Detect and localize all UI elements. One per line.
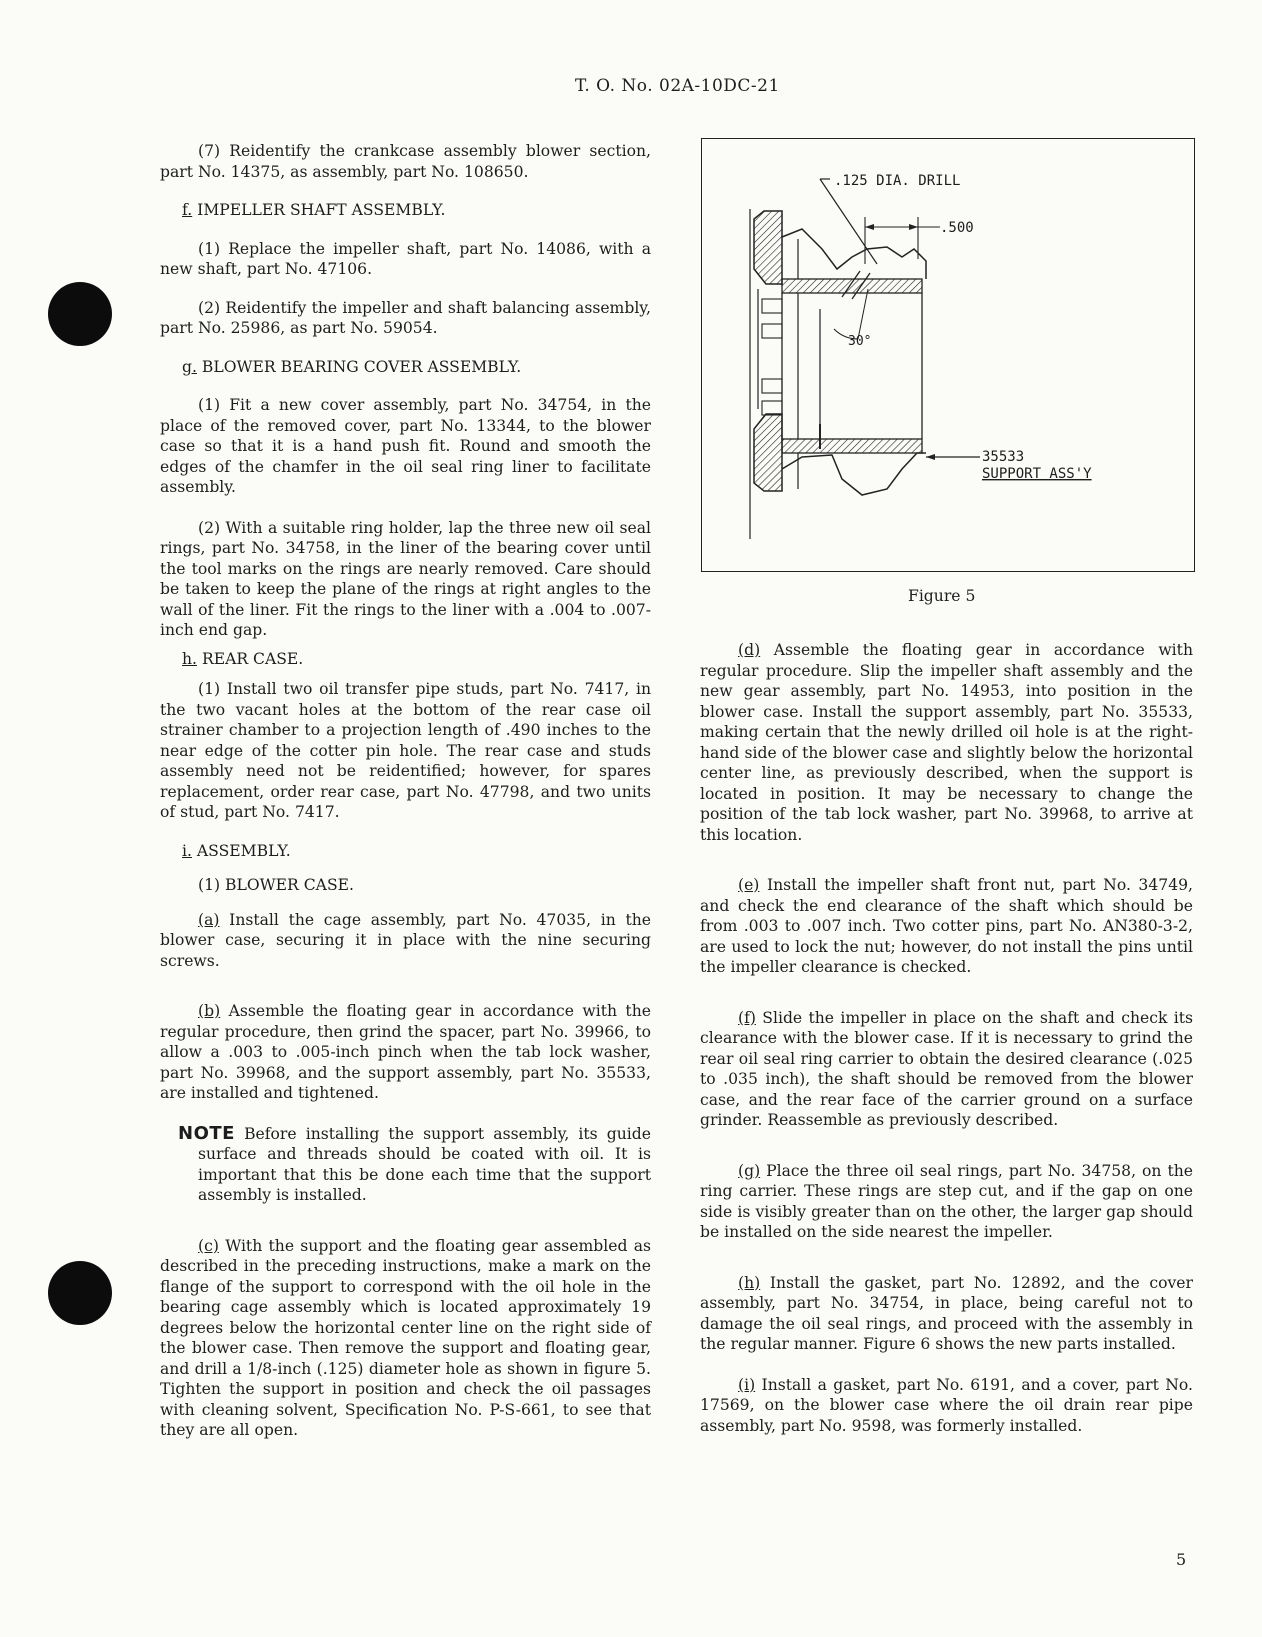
paragraph-g1: (1) Fit a new cover assembly, part No. 34754, in the place of the removed cover, part No. 13344, to the blower case so that it is a hand push fit. Round and smooth the edges of the chamfer in the oil seal ring liner to facilitate assembly. — [160, 396, 651, 496]
paragraph-b — [160, 1001, 651, 1104]
section-h-letter: h. — [182, 649, 197, 668]
paragraph-c-text: With the support and the floating gear assembled as described in the preceding instructions, make a mark on the flange of the support to correspond with the oil hole in the bearing cage assembly which is located approximately 19 degrees below the horizontal center line on the right side of the blower case. Then remove the support and floating gear, and drill a 1/8-inch (.125) diameter hole as shown in figure 5. Tighten the support in position and check the oil passages with cleaning solvent, Specification No. P-S-661, to see that they are all open. — [160, 1236, 652, 1439]
page-number: 5 — [1176, 1550, 1187, 1569]
left-column — [160, 141, 651, 1441]
paragraph-i — [700, 1375, 1193, 1437]
paragraph-i-text: Install a gasket, part No. 6191, and a cover, part No. 17569, on the blower case where the oil drain rear pipe assembly, part No. 9598, was formerly installed. — [700, 1375, 1193, 1435]
right-column — [700, 640, 1193, 1436]
section-i-letter: i. — [182, 841, 192, 860]
section-f-title: IMPELLER SHAFT ASSEMBLY. — [197, 201, 446, 219]
paragraph-f — [700, 1008, 1193, 1131]
paragraph-c-label: (c) — [198, 1236, 219, 1255]
paragraph-c — [160, 1236, 651, 1441]
paragraph-e-text: Install the impeller shaft front nut, part No. 34749, and check the end clearance of the shaft which should be from .003 to .007 inch. Two cotter pins, part No. AN380-3-2, are used to lock the nut; however, do not install the pins until the impeller clearance is checked. — [700, 876, 1193, 976]
label-support-assembly: SUPPORT ASS'Y — [982, 466, 1092, 482]
paragraph-e-label: (e) — [738, 876, 760, 894]
note-label: NOTE — [178, 1122, 235, 1144]
paragraph-a-text: Install the cage assembly, part No. 47035, in the blower case, securing it in place with the nine securing screws. — [160, 910, 651, 970]
body-section — [762, 229, 926, 495]
note-text: Before installing the support assembly, its guide surface and threads should be coated with oil. It is important that this be done each time that the support assembly is installed. — [198, 1124, 651, 1204]
label-30-degrees: 30° — [848, 334, 872, 349]
section-h-title: REAR CASE. — [201, 649, 304, 668]
paragraph-a — [160, 910, 651, 972]
subsection-i1-title: (1) BLOWER CASE. — [198, 876, 354, 894]
note-block — [178, 1124, 651, 1206]
paragraph-b-label: (b) — [198, 1002, 221, 1020]
paragraph-f2: (2) Reidentify the impeller and shaft balancing assembly, part No. 25986, as part No. 59054. — [160, 298, 651, 337]
paragraph-d-text: Assemble the floating gear in accordance with regular procedure. Slip the impeller shaft assembly and the new gear assembly, part No. 14953, into position in the blower case. Install the support assembly, part No. 35533, making certain that the newly drilled oil hole is at the right-hand side of the blower case and slightly below the horizontal center line, as previously described, when the support is located in position. It may be necessary to change the position of the tab lock washer, part No. 39968, to arrive at this location. — [700, 641, 1193, 844]
paragraph-i-label: (i) — [738, 1375, 756, 1394]
paragraph-a-label: (a) — [198, 910, 220, 929]
paragraph-h1: (1) Install two oil transfer pipe studs, part No. 7417, in the two vacant holes at the bottom of the rear case oil strainer chamber to a projection length of .490 inches to the near edge of the cotter pin hole. The rear case and studs assembly need not be reidentified; however, for spares replacement, order rear case, part No. 47798, and two units of stud, part No. 7417. — [160, 680, 651, 821]
paragraph-b-text: Assemble the floating gear in accordance with the regular procedure, then grind the spacer, part No. 39966, to allow a .003 to .005-inch pinch when the tab lock washer, part No. 39968, and the support assembly, part No. 35533, are installed and tightened. — [160, 1002, 651, 1102]
flange-section — [750, 209, 782, 539]
paragraph-h — [700, 1273, 1193, 1355]
section-g-title: BLOWER BEARING COVER ASSEMBLY. — [201, 357, 522, 376]
paragraph-h-label: (h) — [738, 1273, 761, 1292]
paragraph-g — [700, 1161, 1193, 1243]
paragraph-f1: (1) Replace the impeller shaft, part No. 14086, with a new shaft, part No. 47106. — [160, 239, 651, 278]
document-number-header: T. O. No. 02A-10DC-21 — [575, 76, 780, 96]
paragraph-d — [700, 640, 1193, 845]
section-f-heading — [160, 200, 651, 221]
binder-hole-top — [48, 282, 112, 346]
label-drill: .125 DIA. DRILL — [834, 173, 961, 189]
paragraph-f-label: (f) — [738, 1008, 756, 1027]
figure-5-caption: Figure 5 — [908, 587, 976, 605]
section-h-heading — [160, 649, 651, 670]
section-g-letter: g. — [182, 357, 197, 376]
paragraph-g-text: Place the three oil seal rings, part No. 34758, on the ring carrier. These rings are step cut, and if the gap on one side is visibly greater than on the other, the larger gap should be installed on the side nearest the impeller. — [700, 1161, 1193, 1241]
label-part-number: 35533 — [982, 449, 1025, 465]
paragraph-h-text: Install the gasket, part No. 12892, and the cover assembly, part No. 34754, in place, being careful not to damage the oil seal rings, and proceed with the assembly in the regular manner. Figure 6 shows the new parts installed. — [700, 1273, 1193, 1353]
paragraph-7: (7) Reidentify the crankcase assembly blower section, part No. 14375, as assembly, part No. 108650. — [160, 142, 651, 181]
support-assembly-drawing — [702, 139, 1194, 571]
paragraph-f-text: Slide the impeller in place on the shaft and check its clearance with the blower case. If it is necessary to grind the rear oil seal ring carrier to obtain the desired clearance (.025 to .035 inch), the shaft should be removed from the blower case, and the rear face of the carrier ground on a surface grinder. Reassemble as previously described. — [700, 1008, 1193, 1129]
section-i-title: ASSEMBLY. — [196, 841, 291, 860]
section-g-heading — [160, 357, 651, 378]
section-i-heading — [160, 841, 651, 862]
figure-5-frame — [701, 138, 1195, 572]
section-f-letter: f. — [182, 201, 193, 219]
paragraph-e — [700, 875, 1193, 978]
paragraph-g-label: (g) — [738, 1161, 761, 1180]
paragraph-d-label: (d) — [738, 641, 761, 659]
paragraph-g2: (2) With a suitable ring holder, lap the three new oil seal rings, part No. 34758, in the liner of the bearing cover until the tool marks on the rings are nearly removed. Care should be taken to keep the plane of the rings at right angles to the wall of the liner. Fit the rings to the liner with a .004 to .007-inch end gap. — [160, 518, 651, 639]
label-500: .500 — [940, 220, 974, 236]
binder-hole-bottom — [48, 1261, 112, 1325]
